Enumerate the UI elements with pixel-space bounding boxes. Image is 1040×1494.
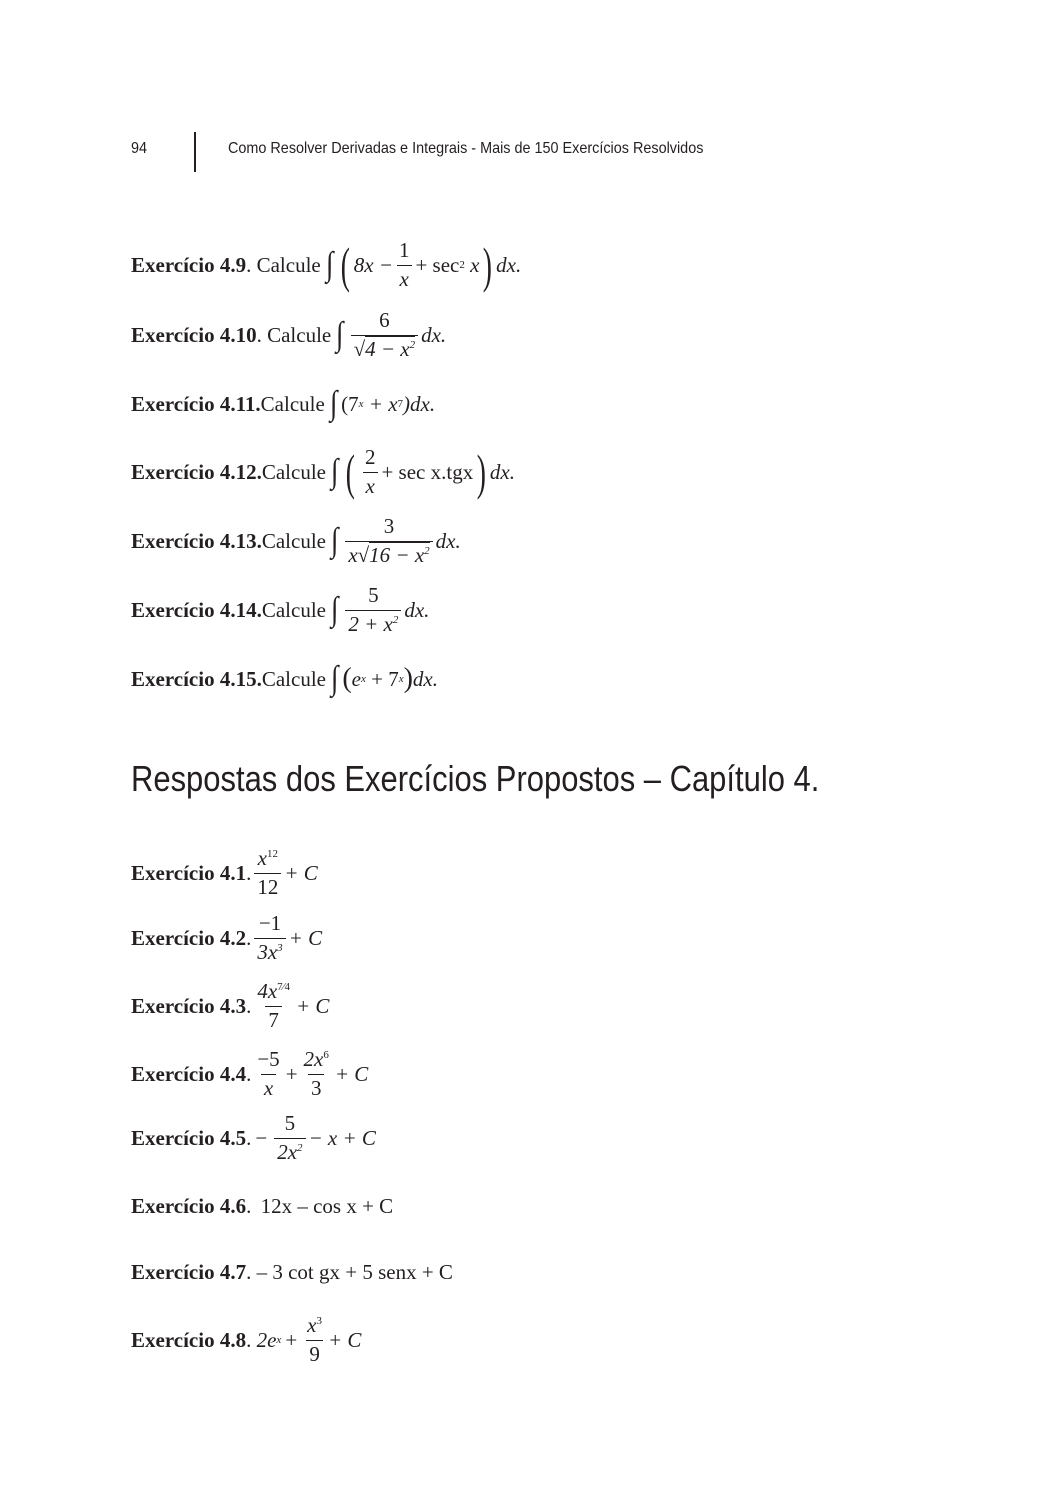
integral-sign: ∫ xyxy=(325,246,334,283)
term: + C xyxy=(284,860,318,885)
dot: . xyxy=(246,1125,252,1150)
differential: dx. xyxy=(435,528,461,553)
numerator: −5 xyxy=(257,1047,280,1072)
exercise-label: Exercício 4.2 xyxy=(131,925,247,950)
denominator: 3 xyxy=(308,1074,325,1100)
answer-4-5 xyxy=(131,1103,376,1173)
exercise-label: Exercício 4.12. xyxy=(131,459,262,484)
answer-4-2 xyxy=(131,903,322,973)
exercise-label: Exercício 4.15. xyxy=(131,666,262,691)
exercise-4-13 xyxy=(131,506,461,576)
root-sign: √ xyxy=(357,542,370,567)
fraction xyxy=(254,847,281,898)
page-number: 94 xyxy=(131,140,148,157)
numerator: 5 xyxy=(368,583,379,608)
exponent: 7 xyxy=(397,398,404,410)
exercise-label: Exercício 4.3 xyxy=(131,993,247,1018)
header-divider xyxy=(194,132,196,172)
exercise-4-14 xyxy=(131,575,429,645)
fraction xyxy=(254,912,285,963)
section-title: Respostas dos Exercícios Propostos – Capítulo 4. xyxy=(131,758,820,799)
radicand xyxy=(369,542,430,567)
denominator xyxy=(345,610,401,636)
numerator-text: 2x xyxy=(303,1047,324,1072)
denominator: 12 xyxy=(254,873,281,899)
dot: . xyxy=(246,1061,252,1086)
denominator: x xyxy=(397,265,412,291)
term: x xyxy=(348,542,358,567)
denominator: x xyxy=(363,472,378,498)
differential: dx. xyxy=(404,597,430,622)
exponent: 2 xyxy=(424,544,430,557)
dot: . xyxy=(246,925,252,950)
term: + C xyxy=(296,993,330,1018)
dot: . xyxy=(246,1193,252,1218)
integral-sign: ∫ xyxy=(329,385,338,422)
numerator xyxy=(254,980,293,1005)
answer-4-8 xyxy=(131,1305,361,1375)
answer-expression: – 3 cot gx + 5 senx + C xyxy=(256,1259,453,1284)
fraction xyxy=(304,1314,325,1365)
denominator xyxy=(254,938,285,964)
paren: ) xyxy=(403,663,413,694)
minus: − xyxy=(255,1125,268,1150)
exercise-label: Exercício 4.14. xyxy=(131,597,262,622)
denominator: 7 xyxy=(265,1006,282,1032)
exercise-4-12 xyxy=(131,437,515,507)
differential: dx. xyxy=(421,322,447,347)
exponent: x xyxy=(360,673,366,685)
exponent: x xyxy=(358,398,364,410)
denominator-text: 2x xyxy=(277,1139,298,1164)
exponent: 2 xyxy=(297,1141,303,1154)
exponent: 3 xyxy=(316,1315,322,1328)
exercise-4-15 xyxy=(131,644,438,714)
term: + C xyxy=(327,1327,362,1352)
answer-expression: 12x – cos x + C xyxy=(260,1193,394,1218)
exponent: 2 xyxy=(459,259,465,271)
numerator-text: x xyxy=(257,846,267,871)
denominator xyxy=(351,335,419,361)
exponent: 3 xyxy=(277,941,283,954)
paren: ( xyxy=(346,444,356,500)
fraction xyxy=(351,309,419,360)
differential: dx. xyxy=(496,252,522,277)
exponent: 12 xyxy=(267,848,278,861)
term: + sec x.tgx xyxy=(381,459,474,484)
numerator: 2 xyxy=(364,445,376,470)
term: e xyxy=(351,666,361,691)
fraction xyxy=(254,980,293,1031)
exercise-4-9 xyxy=(131,230,521,300)
radicand-text: 16 − x xyxy=(369,542,425,567)
calc-text: . Calcule xyxy=(256,322,332,347)
term: 8x − xyxy=(353,252,393,277)
fraction xyxy=(345,584,401,635)
dot: . xyxy=(246,860,252,885)
exponent: 2 xyxy=(392,613,399,626)
calc-text: Calcule xyxy=(261,597,326,622)
calc-text: Calcule xyxy=(261,528,326,553)
fraction xyxy=(396,239,413,290)
numerator: 6 xyxy=(379,308,390,333)
dot: . xyxy=(246,993,252,1018)
term: − x + C xyxy=(308,1125,376,1150)
fraction xyxy=(345,515,432,566)
root-sign: √ xyxy=(353,336,366,361)
numerator xyxy=(255,847,281,872)
numerator: 5 xyxy=(284,1111,296,1136)
dot: . xyxy=(246,1327,252,1352)
running-header-title: Como Resolver Derivadas e Integrais - Mais de 150 Exercícios Resolvidos xyxy=(228,140,704,157)
exponent: x xyxy=(398,673,404,685)
exponent: 2 xyxy=(409,338,416,351)
term: + C xyxy=(288,925,323,950)
numerator xyxy=(301,1048,332,1073)
denominator: 9 xyxy=(306,1340,323,1366)
exercise-label: Exercício 4.4 xyxy=(131,1061,247,1086)
integral-sign: ∫ xyxy=(330,453,339,490)
denominator: x xyxy=(261,1074,276,1100)
plus: + xyxy=(285,1327,298,1352)
numerator-text: 4x xyxy=(257,979,278,1004)
radicand-text: 4 − x xyxy=(365,336,410,361)
answer-4-1 xyxy=(131,838,318,908)
denominator xyxy=(345,541,432,567)
paren: ( xyxy=(340,237,350,293)
term: x xyxy=(470,252,480,277)
differential: dx. xyxy=(489,459,515,484)
answer-4-6 xyxy=(131,1171,397,1241)
answer-4-4 xyxy=(131,1039,368,1109)
denominator-text: 3x xyxy=(257,939,278,964)
plus: + xyxy=(285,1061,298,1086)
differential: )dx. xyxy=(403,391,436,416)
fraction xyxy=(362,446,379,497)
calc-text: . Calcule xyxy=(246,252,321,277)
term: 2e xyxy=(256,1327,277,1352)
integral-sign: ∫ xyxy=(336,316,344,353)
exercise-label: Exercício 4.7 xyxy=(131,1259,247,1284)
radicand xyxy=(365,336,415,361)
numerator: −1 xyxy=(258,911,282,936)
term: (7 xyxy=(341,391,359,416)
fraction xyxy=(274,1112,305,1163)
calc-text: Calcule xyxy=(260,391,325,416)
fraction xyxy=(254,1048,282,1099)
term: + C xyxy=(334,1061,369,1086)
exercise-label: Exercício 4.9 xyxy=(131,252,247,277)
term: + x xyxy=(368,391,398,416)
exponent: 7⁄4 xyxy=(277,981,291,994)
exercise-label: Exercício 4.1 xyxy=(131,860,247,885)
denominator-text: 2 + x xyxy=(348,611,393,636)
paren: ( xyxy=(342,663,352,694)
integral-sign: ∫ xyxy=(330,591,339,628)
exercise-label: Exercício 4.11. xyxy=(131,391,261,416)
term: + 7 xyxy=(371,666,399,691)
exercise-4-10 xyxy=(131,300,446,370)
exercise-label: Exercício 4.6 xyxy=(131,1193,247,1218)
integral-sign: ∫ xyxy=(330,522,339,559)
answer-4-3 xyxy=(131,971,329,1041)
exercise-4-11 xyxy=(131,369,435,439)
exercise-label: Exercício 4.10 xyxy=(131,322,257,347)
exercise-label: Exercício 4.13. xyxy=(131,528,262,553)
numerator xyxy=(304,1314,325,1339)
numerator-text: x xyxy=(307,1313,317,1338)
exercise-label: Exercício 4.8 xyxy=(131,1327,247,1352)
paren: ) xyxy=(476,444,487,500)
exercise-label: Exercício 4.5 xyxy=(131,1125,247,1150)
denominator xyxy=(274,1138,305,1164)
numerator: 3 xyxy=(383,514,395,539)
answer-4-7 xyxy=(131,1237,453,1307)
exponent: x xyxy=(276,1334,282,1346)
differential: dx. xyxy=(412,666,438,691)
calc-text: Calcule xyxy=(261,666,326,691)
numerator: 1 xyxy=(398,238,410,263)
calc-text: Calcule xyxy=(261,459,326,484)
exponent: 6 xyxy=(323,1049,329,1062)
dot: . xyxy=(246,1259,252,1284)
term: + sec xyxy=(415,252,460,277)
integral-sign: ∫ xyxy=(330,660,339,697)
paren: ) xyxy=(483,237,493,293)
fraction xyxy=(301,1048,332,1099)
